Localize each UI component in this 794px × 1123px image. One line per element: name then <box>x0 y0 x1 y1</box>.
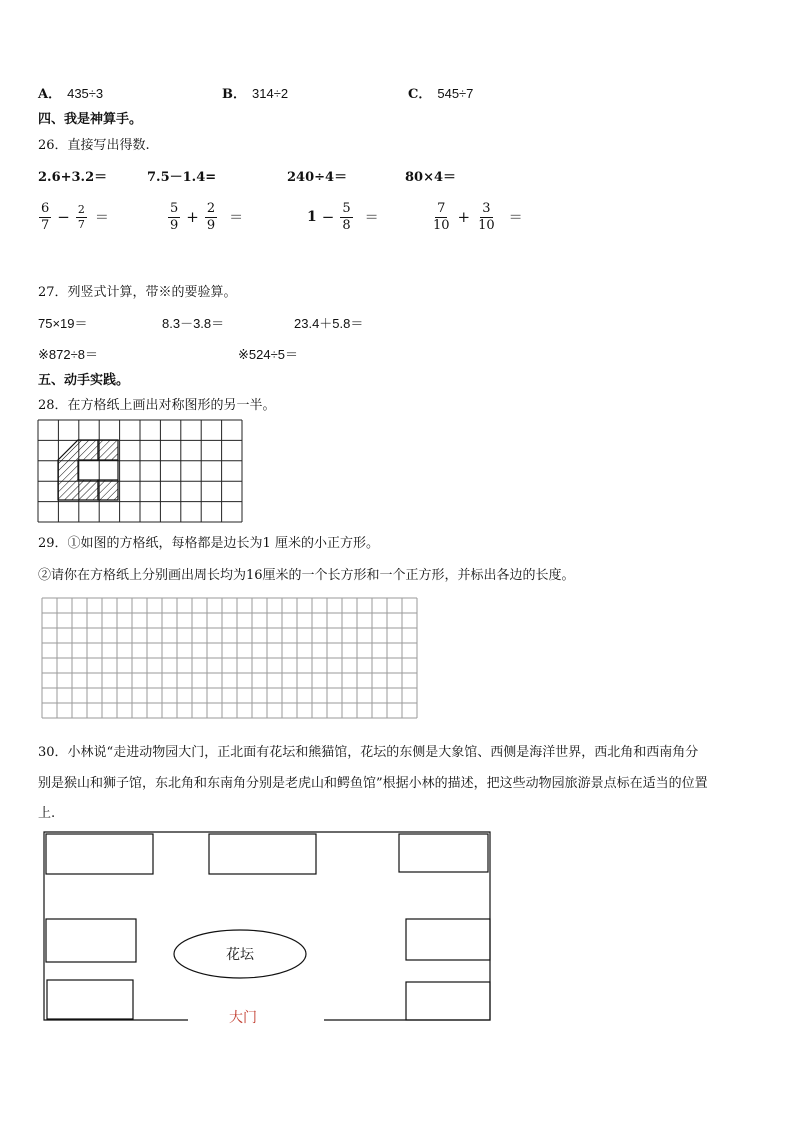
section-5-heading: 五、动手实践。 <box>38 373 130 388</box>
venue-box-northwest[interactable] <box>46 834 153 874</box>
gate-label: 大门 <box>229 1010 257 1026</box>
q27-item-2: 8.3－3.8＝ <box>162 316 225 331</box>
q26-fraction-2: $\frac{5}{9}$ + $\frac{2}{9}$ ＝ <box>170 201 244 233</box>
q29-line-2: ②请你在方格纸上分别画出周长均为16厘米的一个长方形和一个正方形，并标出各边的长度。 <box>38 568 575 583</box>
q26-item-1: 2.6+3.2＝ <box>38 170 108 185</box>
venue-box-west[interactable] <box>46 919 136 962</box>
q30-line-1: 30．小林说“走进动物园大门，正北面有花坛和熊猫馆，花坛的东侧是大象馆、西侧是海洋世界，西北角和西南角分 <box>38 745 699 760</box>
q26-title: 26．直接写出得数. <box>38 138 150 153</box>
venue-box-north[interactable] <box>209 834 316 874</box>
q28-title: 28．在方格纸上画出对称图形的另一半。 <box>38 398 276 413</box>
q27-title: 27．列竖式计算，带※的要验算。 <box>38 285 237 300</box>
q26-item-4: 80×4＝ <box>405 170 457 185</box>
zoo-map[interactable] <box>44 832 492 1024</box>
q30-line-2: 别是猴山和狮子馆，东北角和东南角分别是老虎山和鳄鱼馆”根据小林的描述，把这些动物园旅游景点标在适当的位置 <box>38 776 708 791</box>
hatched-figure-right <box>98 440 118 500</box>
flower-bed-label: 花坛 <box>226 947 254 963</box>
q26-fraction-1: $\frac{6}{7}$ − $\frac{2}{7}$ ＝ <box>41 201 109 233</box>
q28-symmetry-grid[interactable] <box>38 420 244 524</box>
q26-fraction-4: $\frac{7}{10}$ + $\frac{3}{10}$ ＝ <box>433 201 523 233</box>
q29-square-grid[interactable] <box>42 598 418 718</box>
venue-box-southwest[interactable] <box>47 980 133 1019</box>
q29-line-1: 29．①如图的方格纸，每格都是边长为1 厘米的小正方形。 <box>38 536 379 551</box>
choice-b: B． 314÷2 <box>222 86 289 102</box>
choice-c: C． 545÷7 <box>408 86 474 102</box>
q30-line-3: 上. <box>38 806 56 821</box>
q26-item-2: 7.5－1.4= <box>147 170 217 185</box>
q26-fraction-3: 1 − $\frac{5}{8}$ ＝ <box>307 201 379 233</box>
q27-item-4: ※872÷8＝ <box>38 347 98 362</box>
q26-item-3: 240÷4＝ <box>287 170 348 185</box>
zoo-map-wall <box>44 832 490 1020</box>
venue-box-east[interactable] <box>406 919 490 960</box>
venue-box-southeast[interactable] <box>406 982 490 1020</box>
section-4-heading: 四、我是神算手。 <box>38 112 143 127</box>
q27-item-5: ※524÷5＝ <box>238 347 298 362</box>
choice-a: A． 435÷3 <box>38 86 104 102</box>
hatched-half-figure <box>58 440 98 500</box>
q27-item-1: 75×19＝ <box>38 316 88 331</box>
q27-item-3: 23.4＋5.8＝ <box>294 316 364 331</box>
venue-box-northeast[interactable] <box>399 834 488 872</box>
